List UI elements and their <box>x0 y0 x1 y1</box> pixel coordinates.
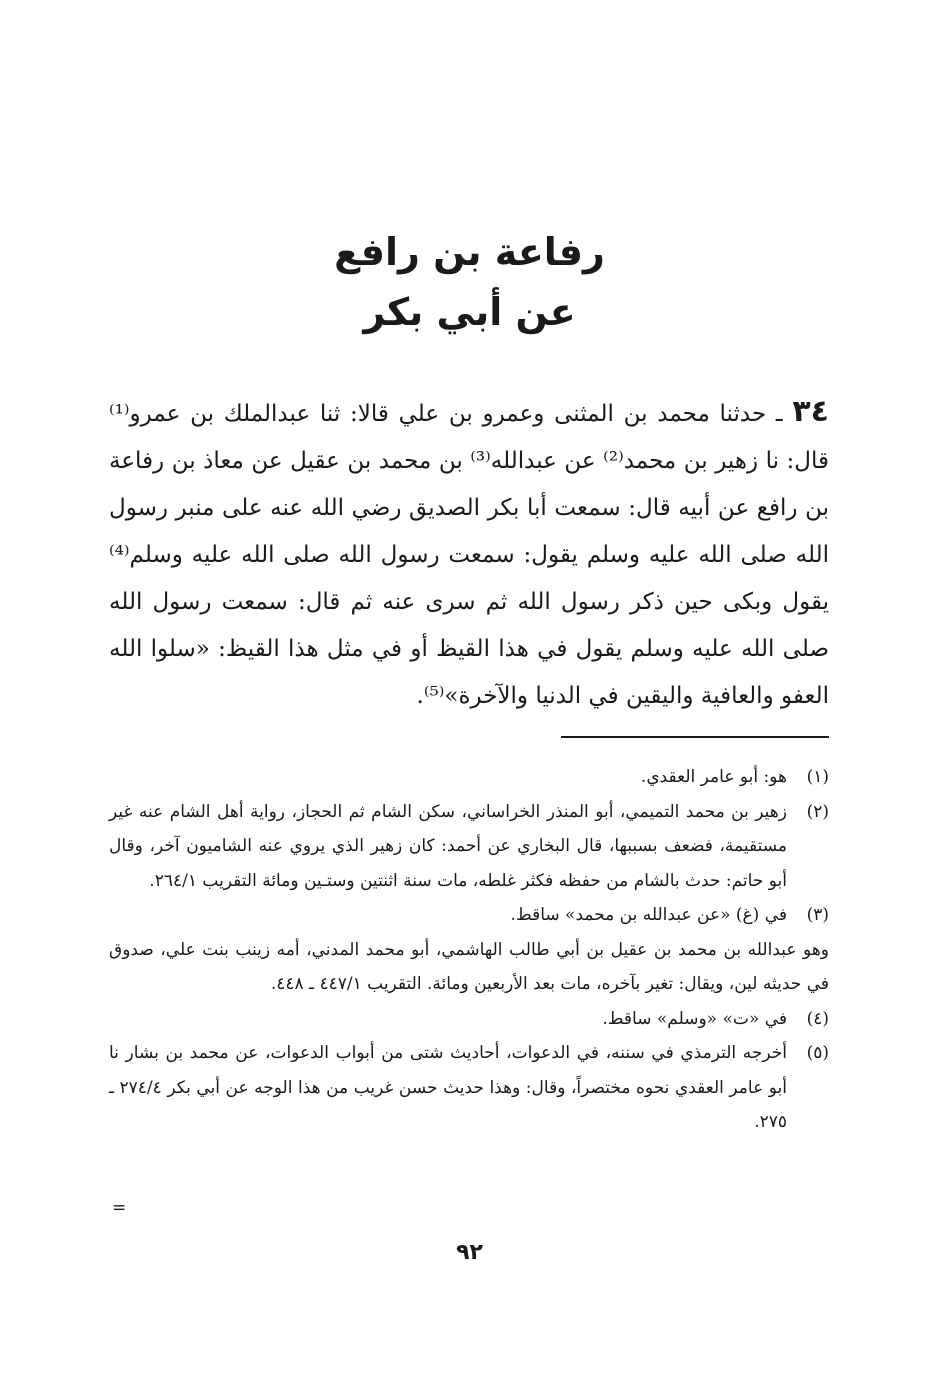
footnote-2 <box>109 795 829 899</box>
continuation-mark: = <box>112 1198 127 1218</box>
footnote-number: (٢) <box>806 801 829 822</box>
footnote-3-continuation: وهو عبدالله بن محمد بن عقيل بن أبي طالب الهاشمي، أبو محمد المدني، أمه زينب بنت علي، صدوق في حديثه لين، ويقال: تغير بآخره، مات بعد الأربعين ومائة. التقريب ٤٤٧/١ ـ ٤٤٨. <box>109 939 829 994</box>
hadith-number: ٣٤ <box>792 394 829 429</box>
footnote-text: في «ت» «وسلم» ساقط. <box>602 1008 787 1029</box>
footnote-number: (٥) <box>806 1043 829 1063</box>
page-number: ٩٢ <box>456 1240 483 1265</box>
title-line-2: عن أبي بكر <box>363 290 576 334</box>
title-line-1: رفاعة بن رافع <box>334 230 605 274</box>
footnote-5 <box>109 1036 829 1140</box>
footnote-text: في (غ) «عن عبدالله بن محمد» ساقط. <box>510 905 787 925</box>
footnote-text: أخرجه الترمذي في سننه، في الدعوات، أحاديث شتى من أبواب الدعوات، عن محمد بن بشار نا أبو عامر العقدي نحوه مختصراً، وقال: وهذا حديث حسن غريب من هذا الوجه عن أبي بكر ٢٧٤/٤ ـ ٢٧٥. <box>109 1043 787 1132</box>
hadith-text: ـ حدثنا محمد بن المثنى وعمرو بن علي قالا: ثنا عبدالملك بن عمرو⁽¹⁾ قال: نا زهير بن محمد⁽²⁾ عن عبدالله⁽³⁾ بن محمد بن عقيل عن معاذ بن رفاعة بن رافع عن أبيه قال: سمعت أبا بكر الصديق رضي الله عنه على منبر رسول الله صلى الله عليه وسلم يقول: سمعت رسول الله صلى الله عليه وسلم⁽⁴⁾ يقول وبكى حين ذكر رسول الله ثم سرى عنه ثم قال: سمعت رسول الله صلى الله عليه وسلم يقول في هذا القيظ أو في مثل هذا القيظ: «سلوا الله العفو والعافية واليقين في الدنيا والآخرة»⁽⁵⁾. <box>109 401 830 709</box>
hadith-paragraph <box>109 388 829 720</box>
footnote-text: هو: أبو عامر العقدي. <box>640 767 787 787</box>
footnote-text: زهير بن محمد التميمي، أبو المنذر الخراساني، سكن الشام ثم الحجاز، رواية أهل الشام عنه غير مستقيمة، فضعف بسببها، قال البخاري عن أحمد: كان زهير الذي يروي عنه الشاميون آخر، وقال أبو حاتم: حدث بالشام من حفظه فكثر غلطه، مات سنة اثنتين وستـين ومائة التقريب ٢٦٤/١. <box>109 801 787 891</box>
footnote-number: (٤) <box>806 1008 829 1029</box>
footnote-1 <box>109 760 829 795</box>
chapter-title <box>0 222 939 342</box>
footnote-number: (١) <box>806 767 829 787</box>
footnotes <box>109 760 829 1140</box>
footnote-divider <box>561 736 829 738</box>
footnote-4 <box>109 1002 829 1037</box>
footnote-number: (٣) <box>806 905 829 925</box>
footnote-3 <box>109 898 829 933</box>
